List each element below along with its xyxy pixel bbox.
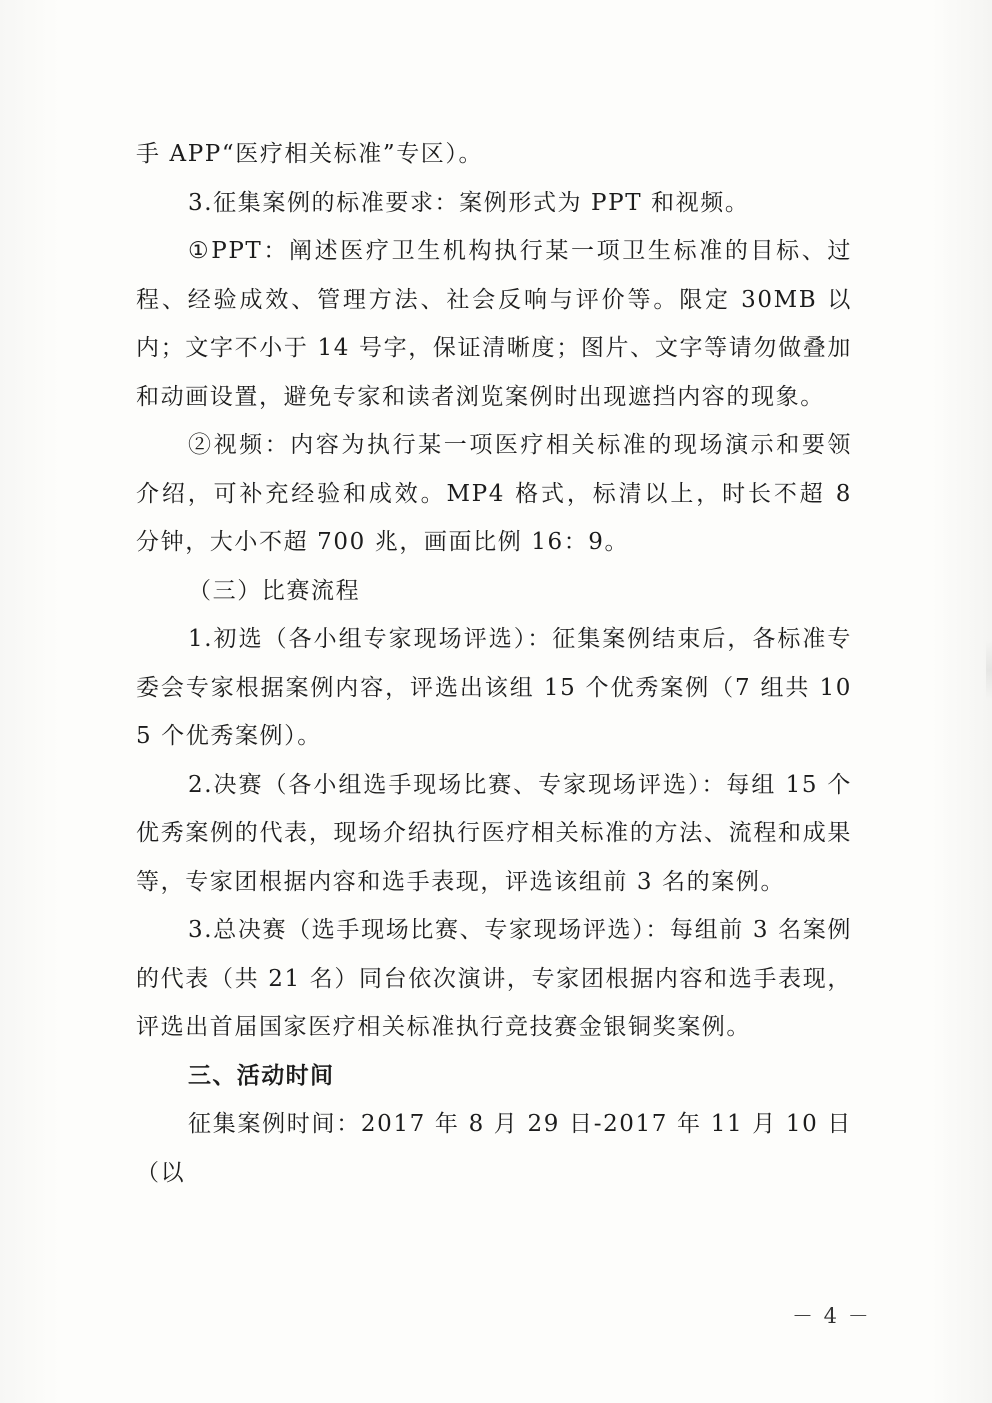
paragraph-app-zone: 手 APP“医疗相关标准”专区）。 bbox=[136, 141, 484, 167]
section-heading-activity-time: 三、活动时间 bbox=[188, 1062, 335, 1089]
paragraph-semifinal: 2.决赛（各小组选手现场比赛、专家现场评选）：每组 15 个优秀案例的代表，现场介绍执行医疗相关标准的方法、流程和成果等，专家团根据内容和选手表现，评选该组前 3 名的案例。 bbox=[136, 771, 852, 895]
scan-edge-shadow bbox=[986, 640, 992, 700]
section-heading-competition-process: （三）比赛流程 bbox=[188, 577, 361, 604]
paragraph-final: 3.总决赛（选手现场比赛、专家现场评选）：每组前 3 名案例的代表（共 21 名）同台依次演讲，专家团根据内容和选手表现，评选出首届国家医疗相关标准执行竞技赛金银铜奖案例。 bbox=[136, 917, 852, 1040]
paragraph-video-spec: ②视频：内容为执行某一项医疗相关标准的现场演示和要领介绍，可补充经验和成效。MP4 格式，标清以上，时长不超 8 分钟，大小不超 700 兆，画面比例 16：9。 bbox=[136, 432, 852, 555]
document-body bbox=[136, 130, 852, 1197]
paragraph-collection-time: 征集案例时间：2017 年 8 月 29 日-2017 年 11 月 10 日（以 bbox=[136, 1111, 852, 1186]
paragraph-preliminary: 1.初选（各小组专家现场评选）：征集案例结束后，各标准专委会专家根据案例内容，评选出该组 15 个优秀案例（7 组共 105 个优秀案例）。 bbox=[136, 626, 852, 749]
page-number: － 4 － bbox=[792, 1304, 871, 1328]
paragraph-case-requirements: 3.征集案例的标准要求：案例形式为 PPT 和视频。 bbox=[188, 189, 750, 216]
paragraph-ppt-spec: ①PPT：阐述医疗卫生机构执行某一项卫生标准的目标、过程、经验成效、管理方法、社会反响与评价等。限定 30MB 以内；文字不小于 14 号字，保证清晰度；图片、文字等请勿做叠加和动画设置，避免专家和读者浏览案例时出现遮挡内容的现象。 bbox=[136, 238, 852, 410]
